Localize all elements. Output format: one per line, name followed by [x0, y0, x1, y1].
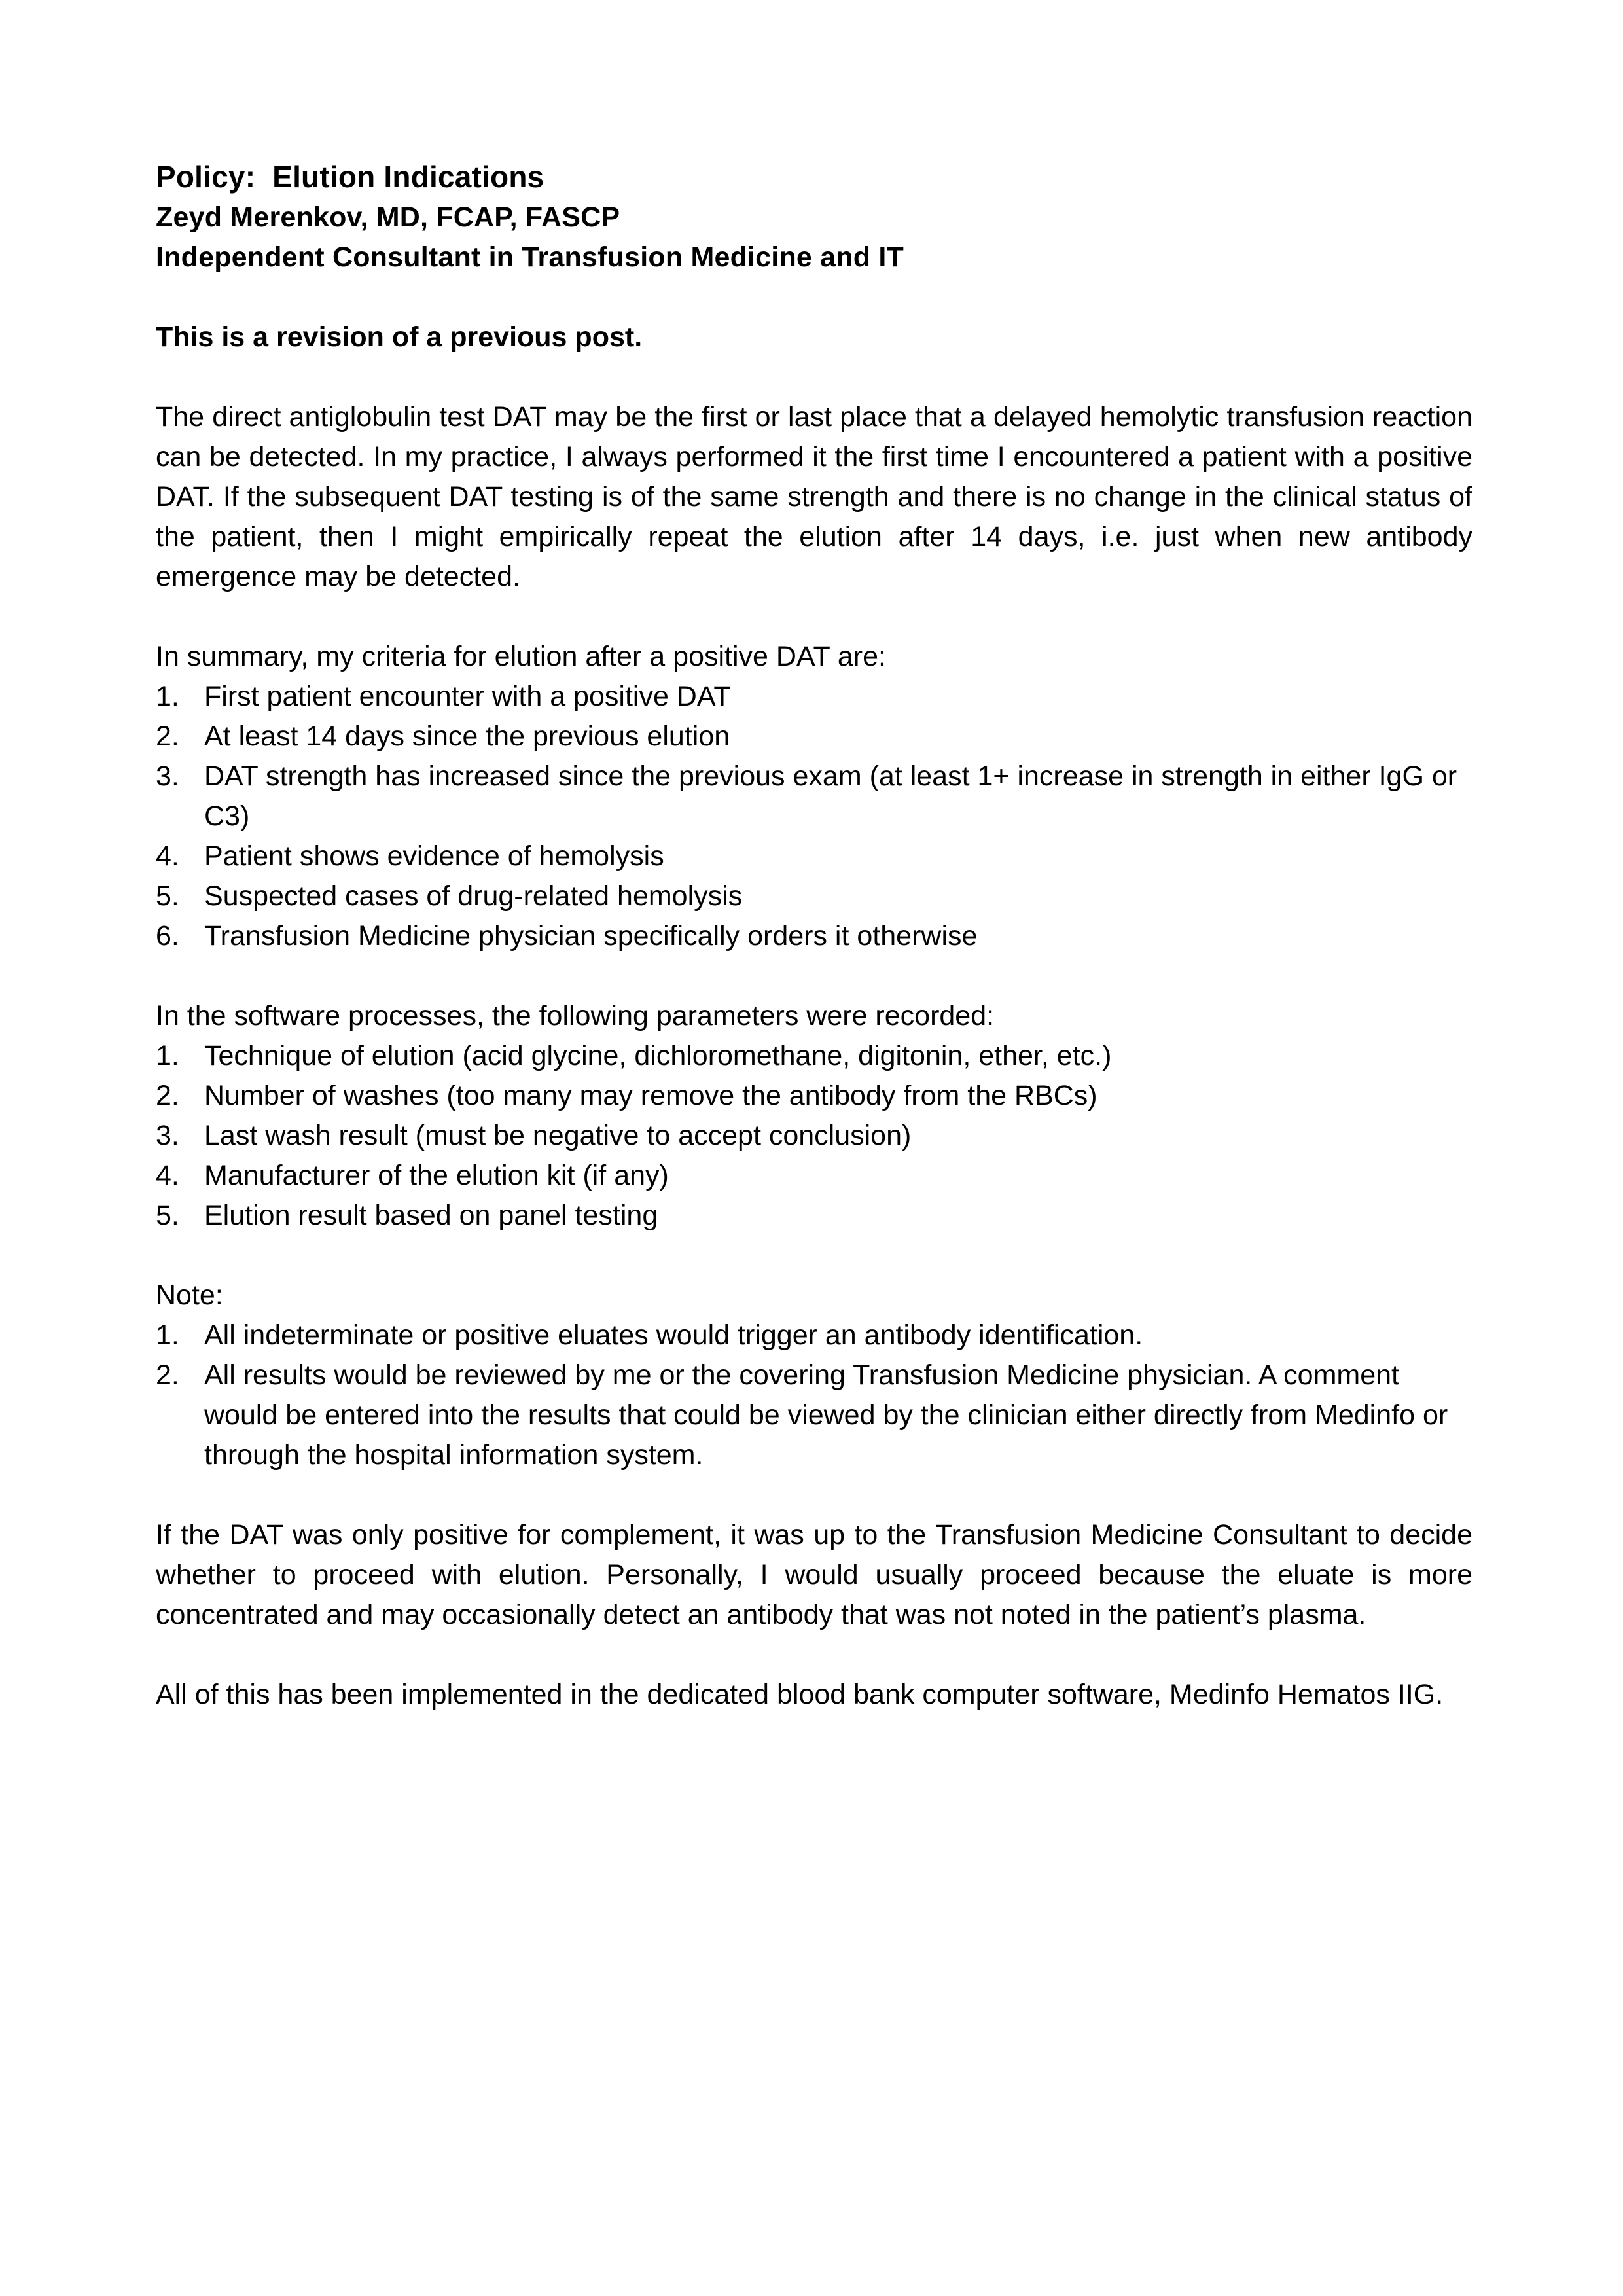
list-item-text: All indeterminate or positive eluates would trigger an antibody identification. — [204, 1319, 1143, 1351]
list-item — [156, 876, 1472, 916]
list-item — [156, 1036, 1472, 1076]
spacer — [156, 1635, 1472, 1675]
list-marker: 2. — [156, 1359, 179, 1391]
list-item-text: Elution result based on panel testing — [204, 1200, 658, 1231]
list-item-text: Patient shows evidence of hemolysis — [204, 840, 664, 872]
author-name: Zeyd Merenkov, MD, FCAP, FASCP — [156, 202, 620, 233]
list-marker: 1. — [156, 681, 179, 712]
list-item-text: DAT strength has increased since the previous exam (at least 1+ increase in strength in either IgG or C3) — [204, 761, 1457, 832]
spacer — [156, 1475, 1472, 1515]
list-item — [156, 1116, 1472, 1156]
author-affiliation: Independent Consultant in Transfusion Medicine and IT — [156, 242, 904, 273]
list-item-text: At least 14 days since the previous elution — [204, 721, 730, 752]
list-item — [156, 1076, 1472, 1116]
list-item — [156, 916, 1472, 956]
list-item — [156, 1156, 1472, 1196]
list-marker: 1. — [156, 1040, 179, 1071]
spacer — [156, 956, 1472, 996]
list-marker: 3. — [156, 1120, 179, 1151]
spacer — [156, 278, 1472, 317]
document-body — [156, 156, 1472, 1715]
list-item-text: Manufacturer of the elution kit (if any) — [204, 1160, 669, 1191]
list-item-text: Technique of elution (acid glycine, dichloromethane, digitonin, ether, etc.) — [204, 1040, 1112, 1071]
list-item — [156, 1316, 1472, 1355]
list-item-text: Suspected cases of drug-related hemolysis — [204, 880, 743, 912]
list-item-text: All results would be reviewed by me or the covering Transfusion Medicine physician. A comment would be entered into the results that could be viewed by the clinician either directly from Medinfo or through the hospital information system. — [204, 1359, 1448, 1471]
list-marker: 5. — [156, 1200, 179, 1231]
closing-paragraph: All of this has been implemented in the dedicated blood bank computer software, Medinfo Hematos IIG. — [156, 1679, 1444, 1710]
spacer — [156, 597, 1472, 637]
list-item — [156, 836, 1472, 876]
complement-paragraph: If the DAT was only positive for complement, it was up to the Transfusion Medicine Consultant to decide whether to proceed with elution. Personally, I would usually proceed because the eluate is more concentrated and may occasionally detect an antibody that was not noted in the patient’s plasma. — [156, 1519, 1472, 1630]
list-item — [156, 757, 1472, 836]
list-item-text: First patient encounter with a positive DAT — [204, 681, 731, 712]
spacer — [156, 1236, 1472, 1276]
revision-note: This is a revision of a previous post. — [156, 321, 643, 353]
list-marker: 4. — [156, 1160, 179, 1191]
parameters-lead-in: In the software processes, the following parameters were recorded: — [156, 1000, 995, 1031]
list-marker: 4. — [156, 840, 179, 872]
list-marker: 2. — [156, 1080, 179, 1111]
list-marker: 6. — [156, 920, 179, 952]
list-item — [156, 717, 1472, 757]
document-header — [156, 156, 1472, 278]
list-marker: 1. — [156, 1319, 179, 1351]
list-item — [156, 1355, 1472, 1475]
list-marker: 2. — [156, 721, 179, 752]
intro-paragraph: The direct antiglobulin test DAT may be the first or last place that a delayed hemolytic transfusion reaction can be detected. In my practice, I always performed it the first time I encountered a patient with a positive DAT. If the subsequent DAT testing is of the same strength and there is no change in the clinical status of the patient, then I might empirically repeat the elution after 14 days, i.e. just when new antibody emergence may be detected. — [156, 401, 1472, 592]
list-item-text: Number of washes (too many may remove the antibody from the RBCs) — [204, 1080, 1097, 1111]
page-title: Policy: Elution Indications — [156, 160, 544, 194]
criteria-list — [156, 677, 1472, 956]
criteria-lead-in: In summary, my criteria for elution after a positive DAT are: — [156, 641, 886, 672]
list-item — [156, 677, 1472, 717]
spacer — [156, 357, 1472, 397]
parameters-list — [156, 1036, 1472, 1236]
list-item-text: Transfusion Medicine physician specifically orders it otherwise — [204, 920, 978, 952]
list-marker: 5. — [156, 880, 179, 912]
note-lead-in: Note: — [156, 1280, 223, 1311]
note-list — [156, 1316, 1472, 1475]
list-item — [156, 1196, 1472, 1236]
list-item-text: Last wash result (must be negative to accept conclusion) — [204, 1120, 912, 1151]
list-marker: 3. — [156, 761, 179, 792]
